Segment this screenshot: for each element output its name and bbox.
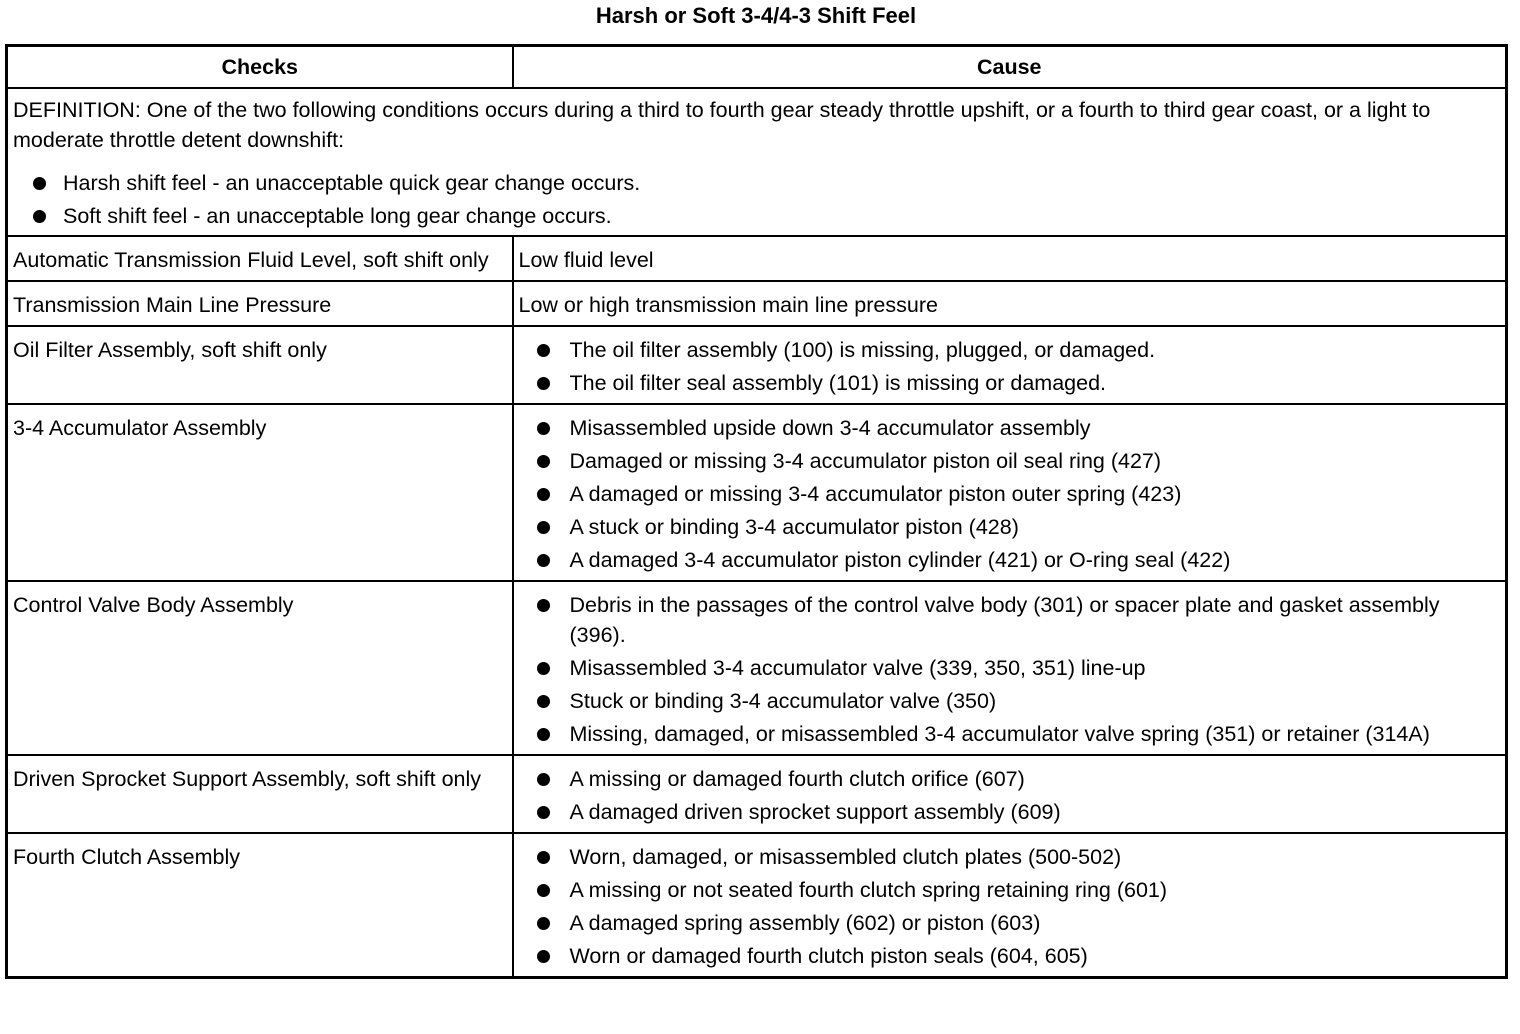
cause-text: The oil filter assembly (100) is missing, plugged, or damaged.	[569, 338, 1156, 362]
check-cell: Driven Sprocket Support Assembly, soft shift only	[7, 755, 513, 833]
bullet-icon	[537, 377, 550, 390]
cause-column-header: Cause	[513, 46, 1507, 89]
cause-cell	[513, 755, 1507, 833]
diagnosis-table	[5, 44, 1508, 979]
bullet-icon	[537, 851, 550, 864]
bullet-icon	[537, 950, 550, 963]
cause-text: A stuck or binding 3-4 accumulator piston (428)	[569, 515, 1019, 539]
definition-bullet-text: Soft shift feel - an unacceptable long gear change occurs.	[63, 204, 612, 228]
cause-text: Worn or damaged fourth clutch piston seals (604, 605)	[569, 944, 1088, 968]
page-title: Harsh or Soft 3-4/4-3 Shift Feel	[595, 3, 917, 28]
list-item	[514, 797, 1502, 827]
list-item	[514, 590, 1502, 650]
definition-row	[7, 88, 1507, 236]
list-item	[514, 512, 1502, 542]
cause-text: Misassembled 3-4 accumulator valve (339, 350, 351) line-up	[569, 656, 1146, 680]
table-row	[7, 755, 1507, 833]
bullet-icon	[33, 210, 46, 223]
cause-bullet-list	[514, 413, 1502, 575]
bullet-icon	[537, 728, 550, 741]
list-item	[13, 168, 1500, 198]
bullet-icon	[537, 884, 550, 897]
bullet-icon	[537, 554, 550, 567]
table-row	[7, 281, 1507, 326]
list-item	[514, 335, 1502, 365]
bullet-icon	[537, 773, 550, 786]
cause-text: A damaged or missing 3-4 accumulator piston outer spring (423)	[569, 482, 1182, 506]
check-cell: Oil Filter Assembly, soft shift only	[7, 326, 513, 404]
list-item	[514, 764, 1502, 794]
list-item	[514, 368, 1502, 398]
check-cell: Transmission Main Line Pressure	[7, 281, 513, 326]
check-cell: 3-4 Accumulator Assembly	[7, 404, 513, 581]
table-row	[7, 404, 1507, 581]
cause-bullet-list	[514, 590, 1502, 749]
cause-text: A damaged driven sprocket support assembly (609)	[569, 800, 1061, 824]
checks-column-header: Checks	[7, 46, 513, 89]
cause-text: A missing or not seated fourth clutch spring retaining ring (601)	[569, 878, 1168, 902]
cause-text: A damaged spring assembly (602) or piston (603)	[569, 911, 1041, 935]
cause-cell: Low fluid level	[513, 236, 1507, 281]
definition-bullet-list	[13, 168, 1500, 231]
cause-bullet-list	[514, 764, 1502, 827]
bullet-icon	[537, 917, 550, 930]
table-row	[7, 833, 1507, 978]
list-item	[514, 653, 1502, 683]
table-row	[7, 326, 1507, 404]
list-item	[514, 479, 1502, 509]
cause-bullet-list	[514, 842, 1502, 971]
list-item	[514, 842, 1502, 872]
list-item	[514, 875, 1502, 905]
list-item	[514, 941, 1502, 971]
check-cell: Fourth Clutch Assembly	[7, 833, 513, 978]
cause-cell	[513, 581, 1507, 755]
cause-text: Stuck or binding 3-4 accumulator valve (350)	[569, 689, 997, 713]
bullet-icon	[537, 695, 550, 708]
cause-cell	[513, 833, 1507, 978]
bullet-icon	[537, 521, 550, 534]
cause-text: Worn, damaged, or misassembled clutch plates (500-502)	[569, 845, 1122, 869]
bullet-icon	[537, 599, 550, 612]
bullet-icon	[537, 455, 550, 468]
bullet-icon	[537, 422, 550, 435]
cause-text: The oil filter seal assembly (101) is missing or damaged.	[569, 371, 1107, 395]
table-row	[7, 581, 1507, 755]
definition-bullet-text: Harsh shift feel - an unacceptable quick gear change occurs.	[63, 171, 641, 195]
list-item	[514, 686, 1502, 716]
definition-cell	[7, 88, 1507, 236]
cause-cell	[513, 326, 1507, 404]
table-row	[7, 236, 1507, 281]
table-header-row	[7, 46, 1507, 89]
cause-cell: Low or high transmission main line pressure	[513, 281, 1507, 326]
list-item	[514, 908, 1502, 938]
cause-cell	[513, 404, 1507, 581]
cause-text: Debris in the passages of the control valve body (301) or spacer plate and gasket assembly (396).	[569, 593, 1440, 647]
list-item	[514, 446, 1502, 476]
cause-text: A missing or damaged fourth clutch orifice (607)	[569, 767, 1025, 791]
bullet-icon	[537, 344, 550, 357]
bullet-icon	[537, 488, 550, 501]
bullet-icon	[33, 177, 46, 190]
cause-text: Misassembled upside down 3-4 accumulator assembly	[569, 416, 1091, 440]
cause-text: A damaged 3-4 accumulator piston cylinder (421) or O-ring seal (422)	[569, 548, 1231, 572]
list-item	[13, 201, 1500, 231]
check-cell: Control Valve Body Assembly	[7, 581, 513, 755]
bullet-icon	[537, 662, 550, 675]
check-cell: Automatic Transmission Fluid Level, soft shift only	[7, 236, 513, 281]
list-item	[514, 413, 1502, 443]
list-item	[514, 719, 1502, 749]
cause-text: Damaged or missing 3-4 accumulator piston oil seal ring (427)	[569, 449, 1162, 473]
definition-text: DEFINITION: One of the two following conditions occurs during a third to fourth gear steady throttle upshift, or a fourth to third gear coast, or a light to moderate throttle detent downshift:	[13, 98, 1431, 152]
bullet-icon	[537, 806, 550, 819]
list-item	[514, 545, 1502, 575]
cause-text: Missing, damaged, or misassembled 3-4 accumulator valve spring (351) or retainer (314A)	[569, 722, 1430, 746]
cause-bullet-list	[514, 335, 1502, 398]
